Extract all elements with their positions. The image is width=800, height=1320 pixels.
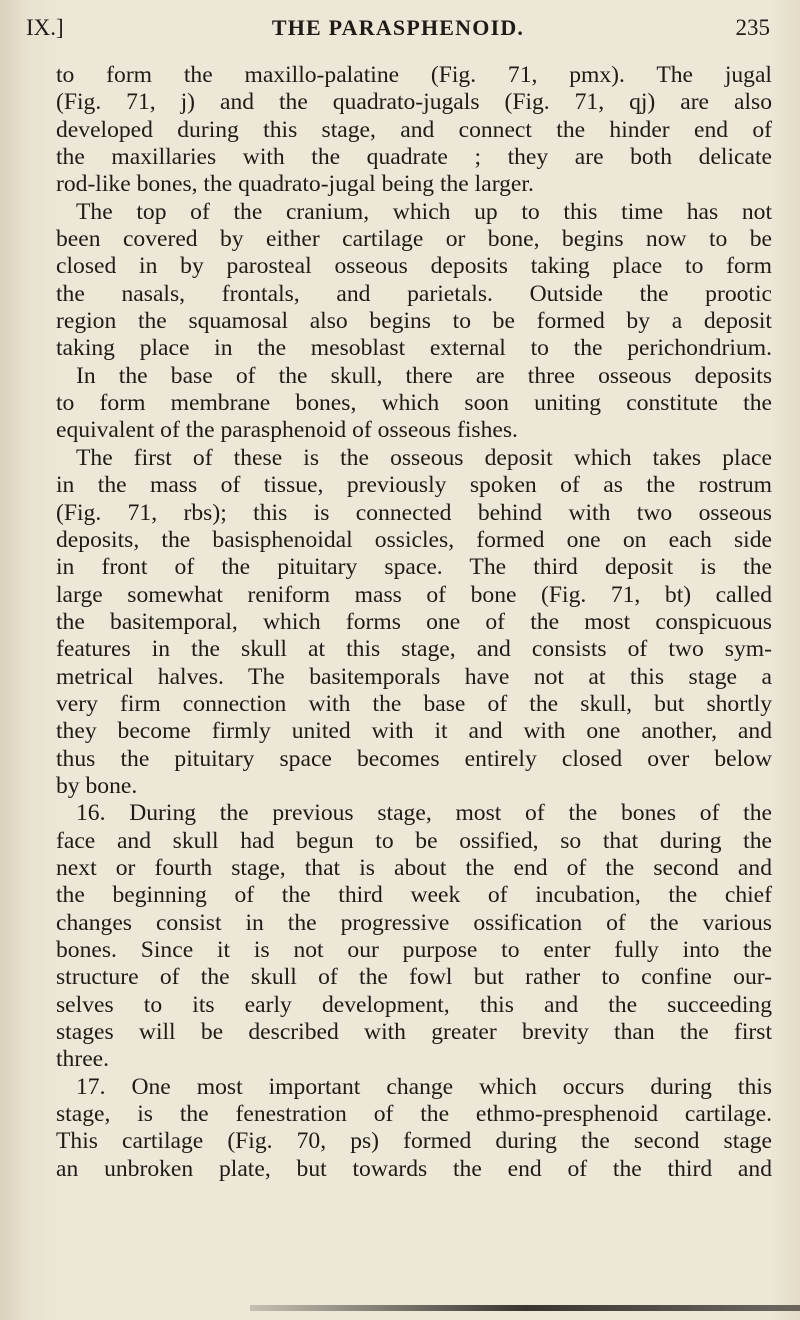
page-number: 235 [735, 15, 770, 40]
text-line: the maxillaries with the quadrate ; they are both delicate [56, 144, 772, 171]
body-text [56, 62, 772, 1183]
text-line: to form membrane bones, which soon uniting constitute the [56, 390, 772, 417]
text-line: bones. Since it is not our purpose to enter fully into the [56, 937, 772, 963]
chapter-marker: IX.] [26, 15, 64, 40]
text-line: in front of the pituitary space. The third deposit is the [56, 554, 772, 581]
text-line: rod-like bones, the quadrato-jugal being the larger. [56, 171, 534, 198]
text-line: three. [56, 1046, 110, 1073]
text-line: This cartilage (Fig. 70, ps) formed during the second stage [56, 1128, 772, 1155]
text-line: The first of these is the osseous deposit which takes place [76, 444, 772, 471]
text-line: In the base of the skull, there are three osseous deposits [76, 362, 772, 389]
text-line: face and skull had begun to be ossified, so that during the [56, 827, 772, 854]
text-line: (Fig. 71, rbs); this is connected behind with two osseous [56, 499, 772, 526]
text-line: developed during this stage, and connect the hinder end of [56, 116, 772, 143]
text-line: (Fig. 71, j) and the quadrato-jugals (Fig. 71, qj) are also [56, 89, 772, 116]
text-line: selves to its early development, this and the succeeding [56, 991, 772, 1018]
running-title: THE PARASPHENOID. [271, 15, 525, 40]
text-line: by bone. [56, 772, 138, 799]
text-line: 16. During the previous stage, most of the bones of the [76, 800, 772, 827]
text-line: an unbroken plate, but towards the end of the third and [56, 1155, 772, 1182]
text-line: stages will be described with greater brevity than the first [56, 1019, 772, 1046]
text-line: been covered by either cartilage or bone, begins now to be [56, 226, 772, 253]
text-line: features in the skull at this stage, and consists of two sym- [56, 636, 772, 663]
text-line: metrical halves. The basitemporals have not at this stage a [56, 663, 772, 690]
text-line: the beginning of the third week of incubation, the chief [56, 882, 772, 909]
text-line: thus the pituitary space becomes entirely closed over below [56, 745, 772, 772]
text-line: to form the maxillo-palatine (Fig. 71, pmx). The jugal [56, 62, 772, 88]
text-line: next or fourth stage, that is about the end of the second and [56, 854, 772, 881]
text-line: The top of the cranium, which up to this time has not [76, 198, 772, 225]
text-line: closed in by parosteal osseous deposits taking place to form [56, 253, 772, 280]
running-header [26, 6, 770, 50]
text-line: very firm connection with the base of the skull, but shortly [56, 690, 772, 717]
text-line: in the mass of tissue, previously spoken of as the rostrum [56, 472, 772, 499]
text-line: 17. One most important change which occurs during this [76, 1073, 772, 1100]
text-line: the basitemporal, which forms one of the most conspicuous [56, 608, 772, 635]
text-line: equivalent of the parasphenoid of osseous fishes. [56, 417, 518, 444]
text-line: changes consist in the progressive ossification of the various [56, 909, 772, 936]
text-line: deposits, the basisphenoidal ossicles, formed one on each side [56, 526, 772, 553]
text-line: large somewhat reniform mass of bone (Fig. 71, bt) called [56, 581, 772, 608]
text-line: stage, is the fenestration of the ethmo-presphenoid cartilage. [56, 1101, 772, 1128]
text-line: taking place in the mesoblast external to the perichondrium. [56, 335, 772, 362]
text-line: they become firmly united with it and with one another, and [56, 718, 772, 745]
text-line: the nasals, frontals, and parietals. Outside the prootic [56, 280, 772, 307]
text-line: structure of the skull of the fowl but rather to confine our- [56, 964, 772, 991]
bottom-edge-shadow [250, 1305, 800, 1311]
text-line: region the squamosal also begins to be formed by a deposit [56, 308, 772, 335]
